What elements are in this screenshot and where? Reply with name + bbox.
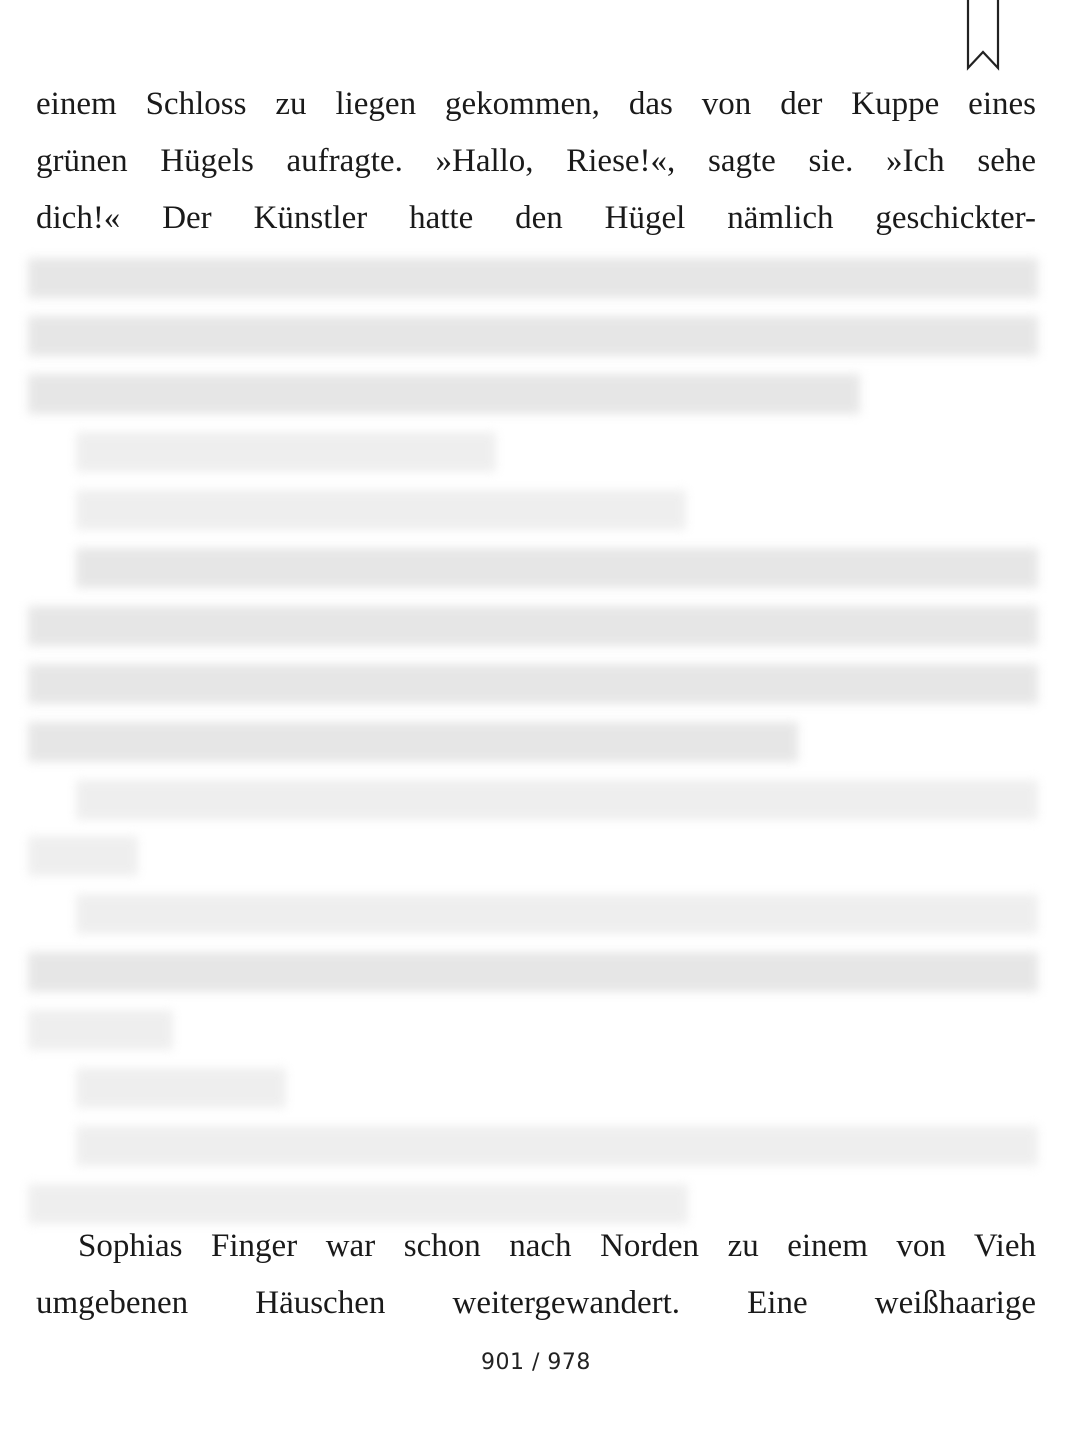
page-indicator: 901 / 978 <box>481 1350 591 1375</box>
text-line: dich!« Der Künstler hatte den Hügel nämlich geschickter- <box>36 200 1036 236</box>
blurred-text-region <box>28 228 1038 1208</box>
text-line: grünen Hügels aufragte. »Hallo, Riese!«, sagte sie. »Ich sehe <box>36 143 1036 179</box>
text-line: umgebenen Häuschen weitergewandert. Eine weißhaarige <box>36 1285 1036 1321</box>
text-line: einem Schloss zu liegen gekommen, das von der Kuppe eines <box>36 86 1036 122</box>
text-line: Sophias Finger war schon nach Norden zu einem von Vieh <box>78 1228 1036 1264</box>
bookmark-icon[interactable] <box>966 0 1000 72</box>
